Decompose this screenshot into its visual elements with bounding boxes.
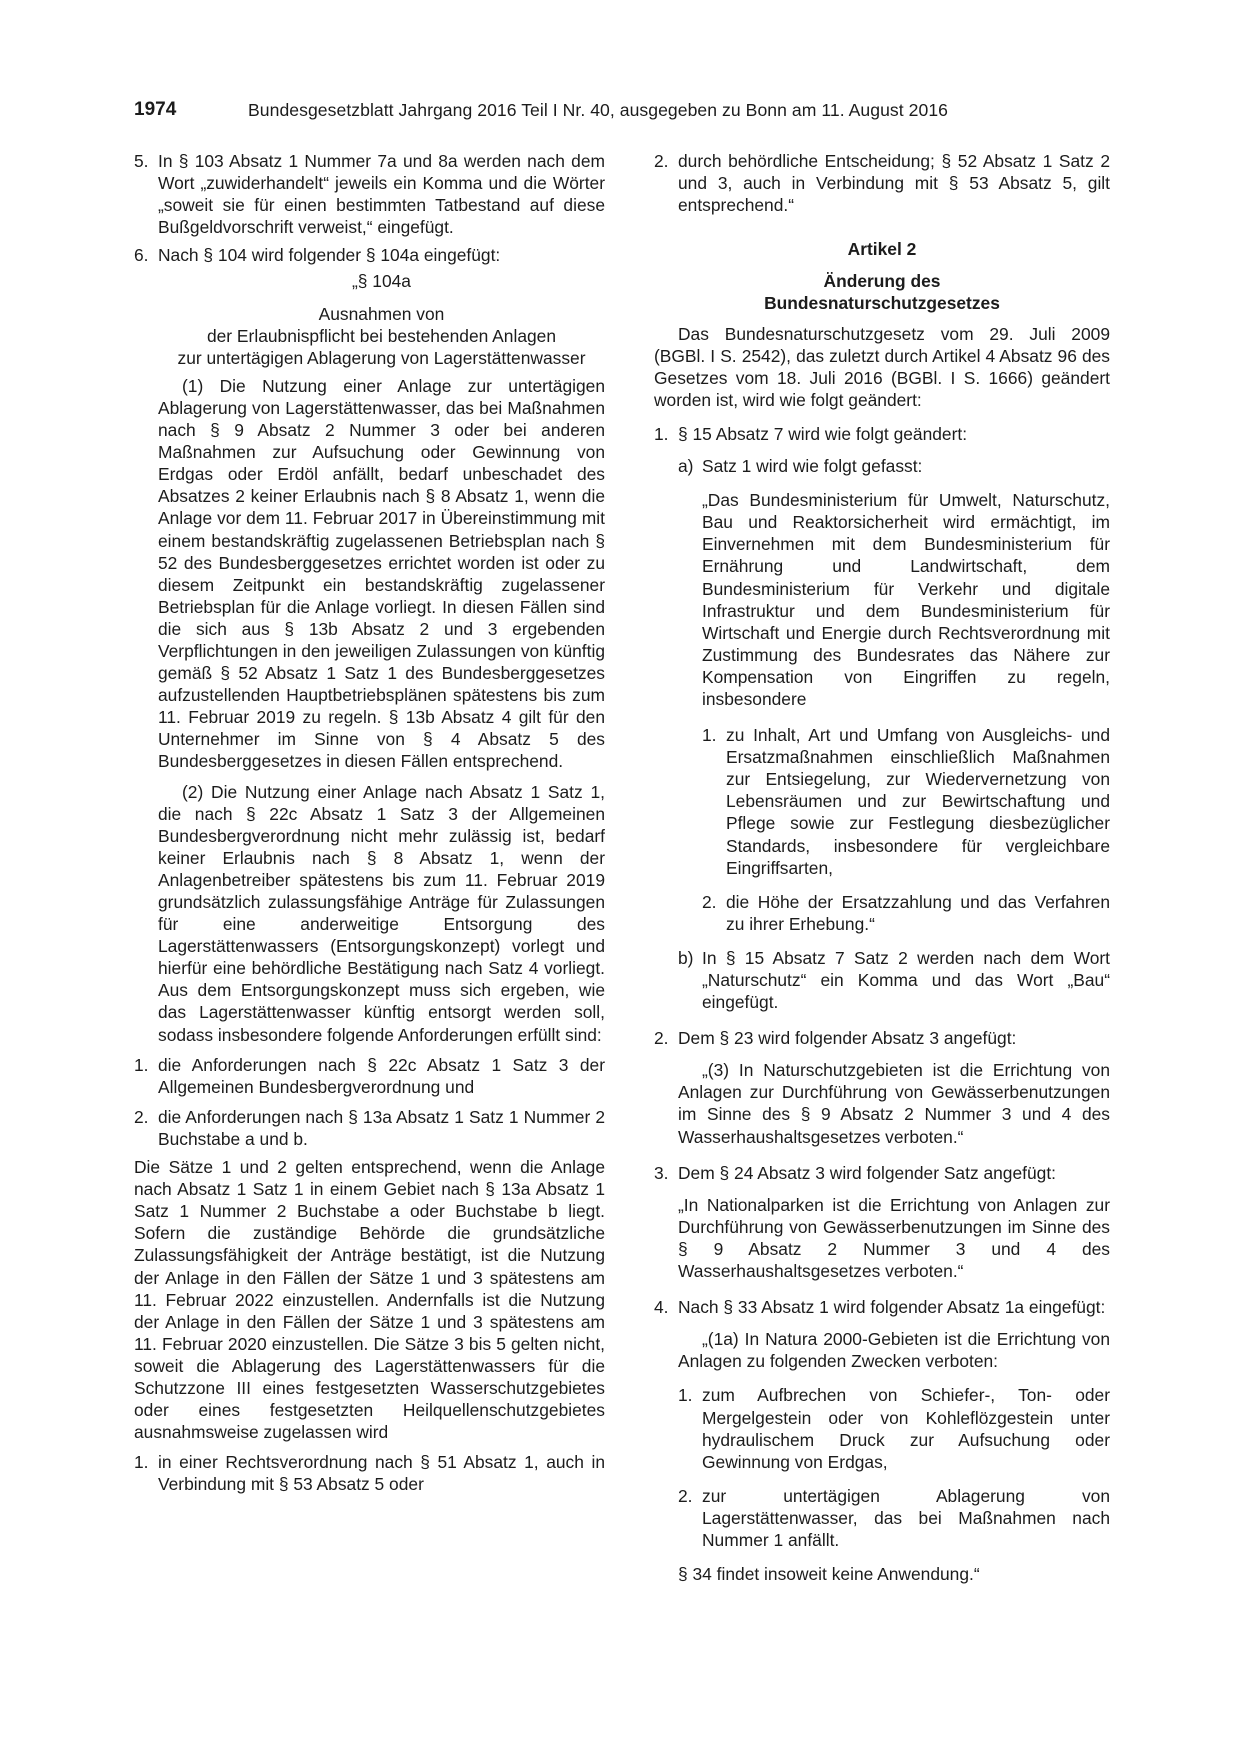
item-text: die Höhe der Ersatzzahlung und das Verfahren zu ihrer Erhebung.“ <box>726 891 1110 934</box>
item-text: Satz 1 wird wie folgt gefasst: <box>702 456 923 477</box>
item-number: 1. <box>134 1054 149 1075</box>
section-title: „§ 104a <box>352 271 411 292</box>
item-number: 1. <box>654 423 669 444</box>
page-number: 1974 <box>134 99 177 120</box>
exception-1 <box>134 1451 605 1495</box>
item-number: 1. <box>134 1452 149 1473</box>
item-number: 2. <box>654 151 669 171</box>
article-heading-line: Änderung des <box>823 271 941 292</box>
amendment-4-quote: „(1a) In Natura 2000-Gebieten ist die Errichtung von Anlagen zu folgenden Zwecken verboten: <box>678 1329 1110 1372</box>
list-item-5 <box>134 150 605 238</box>
section-heading-line: zur untertägigen Ablagerung von Lagerstättenwasser <box>177 347 586 368</box>
item-letter: a) <box>678 456 694 477</box>
paragraph-1: (1) Die Nutzung einer Anlage zur untertägigen Ablagerung von Lagerstättenwasser, das bei Maßnahmen nach § 9 Absatz 2 Nummer 3 oder bei anderen Maßnahmen zur Aufsuchung oder Gewinnung von Erdgas oder Erdöl anfällt, bedarf unbeschadet des Absatzes 2 keiner Erlaubnis nach § 8 Absatz 1, wenn die Anlage vor dem 11. Februar 2017 in Übereinstimmung mit einem bestandskräftig zugelassenen Betriebsplan nach § 52 des Bundesberggesetzes errichtet worden ist oder zu diesem Zeitpunkt ein bestandskräftig zugelassener Betriebsplan für die Anlage vorliegt. In diesen Fällen sind die sich aus § 13b Absatz 2 und 3 ergebenden Verpflichtungen in den jeweiligen Zulassungen von künftig gemäß § 52 Absatz 1 Satz 1 des Bundesberggesetzes aufzustellenden Hauptbetriebsplänen spätestens bis zum 11. Februar 2019 zu regeln. § 13b Absatz 4 gilt für den Unternehmer im Sinne von § 4 Absatz 5 des Bundesberggesetzes in diesen Fällen entsprechend. <box>158 375 605 772</box>
section-heading-line: Ausnahmen von <box>318 303 445 324</box>
item-number: 3. <box>654 1162 669 1183</box>
amendment-3-quote: „In Nationalparken ist die Errichtung von Anlagen zur Durchführung von Gewässerbenutzungen im Sinne des § 9 Absatz 2 Nummer 3 und 4 des Wasserhaushaltsgesetzes verboten.“ <box>678 1194 1110 1282</box>
item-number: 2. <box>678 1485 693 1506</box>
right-column <box>654 150 1110 1585</box>
item-number: 2. <box>134 1106 149 1127</box>
quote-item-2 <box>654 891 1110 935</box>
requirement-1 <box>134 1054 605 1098</box>
item-text: In § 15 Absatz 7 Satz 2 werden nach dem Wort „Naturschutz“ ein Komma und das Wort „Bau“ eingefügt. <box>702 947 1110 1013</box>
list-item-6 <box>134 244 605 266</box>
header-title: Bundesgesetzblatt Jahrgang 2016 Teil I Nr. 40, ausgegeben zu Bonn am 11. August 2016 <box>248 100 948 120</box>
section-heading-line: der Erlaubnispflicht bei bestehenden Anlagen <box>206 325 557 346</box>
paragraph-3: Die Sätze 1 und 2 gelten entsprechend, wenn die Anlage nach Absatz 1 Satz 1 in einem Gebiet nach § 13a Absatz 1 Satz 1 Nummer 2 Buchstabe a oder Buchstabe b liegt. Sofern die zuständige Behörde die grundsätzliche Zulassungsfähigkeit der Anträge bestätigt, ist die Nutzung der Anlage in den Fällen der Sätze 1 und 3 spätestens am 11. Februar 2022 einzustellen. Andernfalls ist die Nutzung der Anlage in den Fällen der Sätze 1 und 3 spätestens am 11. Februar 2020 einzustellen. Die Sätze 3 bis 5 gelten nicht, soweit die Ablagerung des Lagerstättenwassers für die Schutzzone III eines festgesetzten Wasserschutzgebietes oder eines festgesetzten Heilquellenschutzgebietes ausnahmsweise zugelassen wird <box>134 1157 605 1443</box>
item-number: 1. <box>678 1385 693 1406</box>
section-heading <box>134 303 605 369</box>
item-text: § 15 Absatz 7 wird wie folgt geändert: <box>678 423 968 444</box>
amendment-4 <box>654 1296 1110 1318</box>
item-number: 2. <box>702 891 717 912</box>
item-number: 4. <box>654 1297 669 1318</box>
item-text: Dem § 24 Absatz 3 wird folgender Satz angefügt: <box>678 1162 1056 1183</box>
amendment-2-quote: „(3) In Naturschutzgebieten ist die Errichtung von Anlagen zur Durchführung von Gewässerbenutzungen im Sinne des § 9 Absatz 2 Nummer 3 und 4 des Wasserhaushaltsgesetzes verboten.“ <box>678 1060 1110 1147</box>
purpose-item-2 <box>654 1485 1110 1551</box>
item-text: zu Inhalt, Art und Umfang von Ausgleichs- und Ersatzmaßnahmen einschließlich Maßnahmen zur Entsiegelung, zur Wiedervernetzung von Lebensräumen und zur Bewirtschaftung und Pflege sowie zur Festlegung diesbezüglicher Standards, insbesondere für vergleichbare Eingriffsarten, <box>726 725 1110 878</box>
exception-2 <box>654 150 1110 216</box>
amendment-1b <box>654 947 1110 1013</box>
amendment-3 <box>654 1162 1110 1184</box>
item-number: 2. <box>654 1028 669 1049</box>
closing-sentence: § 34 findet insoweit keine Anwendung.“ <box>678 1564 980 1585</box>
item-text: die Anforderungen nach § 22c Absatz 1 Satz 3 der Allgemeinen Bundesbergverordnung und <box>158 1054 605 1097</box>
purpose-item-1 <box>654 1384 1110 1472</box>
quote-item-1 <box>654 724 1110 879</box>
item-text: zum Aufbrechen von Schiefer-, Ton- oder Mergelgestein oder von Kohleflözgestein unter hydraulischem Druck zur Aufsuchung oder Gewinnung von Erdgas, <box>702 1385 1110 1472</box>
item-text: durch behördliche Entscheidung; § 52 Absatz 1 Satz 2 und 3, auch in Verbindung mit § 53 Absatz 5, gilt entsprechend.“ <box>678 151 1110 216</box>
item-text: zur untertägigen Ablagerung von Lagerstättenwasser, das bei Maßnahmen nach Nummer 1 anfällt. <box>702 1485 1110 1550</box>
page-header <box>134 99 988 125</box>
item-text: Nach § 104 wird folgender § 104a eingefügt: <box>158 245 501 266</box>
item-text: Dem § 23 wird folgender Absatz 3 angefügt: <box>678 1028 1017 1049</box>
amendment-1a <box>654 455 1110 477</box>
item-text: in einer Rechtsverordnung nach § 51 Absatz 1, auch in Verbindung mit § 53 Absatz 5 oder <box>158 1452 605 1495</box>
article-heading <box>654 270 1110 314</box>
item-text: die Anforderungen nach § 13a Absatz 1 Satz 1 Nummer 2 Buchstabe a und b. <box>158 1106 605 1149</box>
paragraph-2: (2) Die Nutzung einer Anlage nach Absatz 1 Satz 1, die nach § 22c Absatz 1 Satz 3 der Allgemeinen Bundesbergverordnung nicht mehr zulässig ist, bedarf keiner Erlaubnis nach § 8 Absatz 1, wenn der Anlagenbetreiber spätestens bis zum 11. Februar 2019 grundsätzlich zulassungsfähige Anträge für Zulassungen für eine anderweitige Entsorgung des Lagerstättenwassers (Entsorgungskonzept) vorlegt und hierfür eine behördliche Bestätigung nach Satz 4 vorliegt. Aus dem Entsorgungskonzept muss sich ergeben, wie das Lagerstättenwasser künftig entsorgt werden soll, sodass insbesondere folgende Anforderungen erfüllt sind: <box>158 781 605 1045</box>
requirement-2 <box>134 1106 605 1150</box>
amendment-1a-quote: „Das Bundesministerium für Umwelt, Naturschutz, Bau und Reaktorsicherheit wird ermächtigt, im Einvernehmen mit dem Bundesministerium für Ernährung und Landwirtschaft, dem Bundesministerium für Verkehr und digitale Infrastruktur und dem Bundesministerium für Wirtschaft und Energie durch Rechtsverordnung mit Zustimmung des Bundesrates das Nähere zur Kompensation von Eingriffen zu regeln, insbesondere <box>702 490 1110 709</box>
item-text: Nach § 33 Absatz 1 wird folgender Absatz 1a eingefügt: <box>678 1297 1106 1318</box>
article-title: Artikel 2 <box>847 239 917 260</box>
item-letter: b) <box>678 947 694 968</box>
amendment-2 <box>654 1027 1110 1049</box>
item-number: 5. <box>134 151 149 171</box>
left-column <box>134 150 605 1495</box>
amendment-1 <box>654 423 1110 445</box>
item-number: 6. <box>134 245 149 266</box>
article-heading-line: Bundesnaturschutzgesetzes <box>764 293 1000 314</box>
section-body <box>134 375 605 1046</box>
item-number: 1. <box>702 725 717 746</box>
article-intro: Das Bundesnaturschutzgesetz vom 29. Juli 2009 (BGBl. I S. 2542), das zuletzt durch Artikel 4 Absatz 96 des Gesetzes vom 18. Juli 2016 (BGBl. I S. 1666) geändert worden ist, wird wie folgt geändert: <box>654 323 1110 410</box>
item-text: In § 103 Absatz 1 Nummer 7a und 8a werden nach dem Wort „zuwiderhandelt“ jeweils ein Komma und die Wörter „soweit sie für einen bestimmten Tatbestand auf diese Bußgeldvorschrift verweist,“ eingefügt. <box>158 151 605 238</box>
